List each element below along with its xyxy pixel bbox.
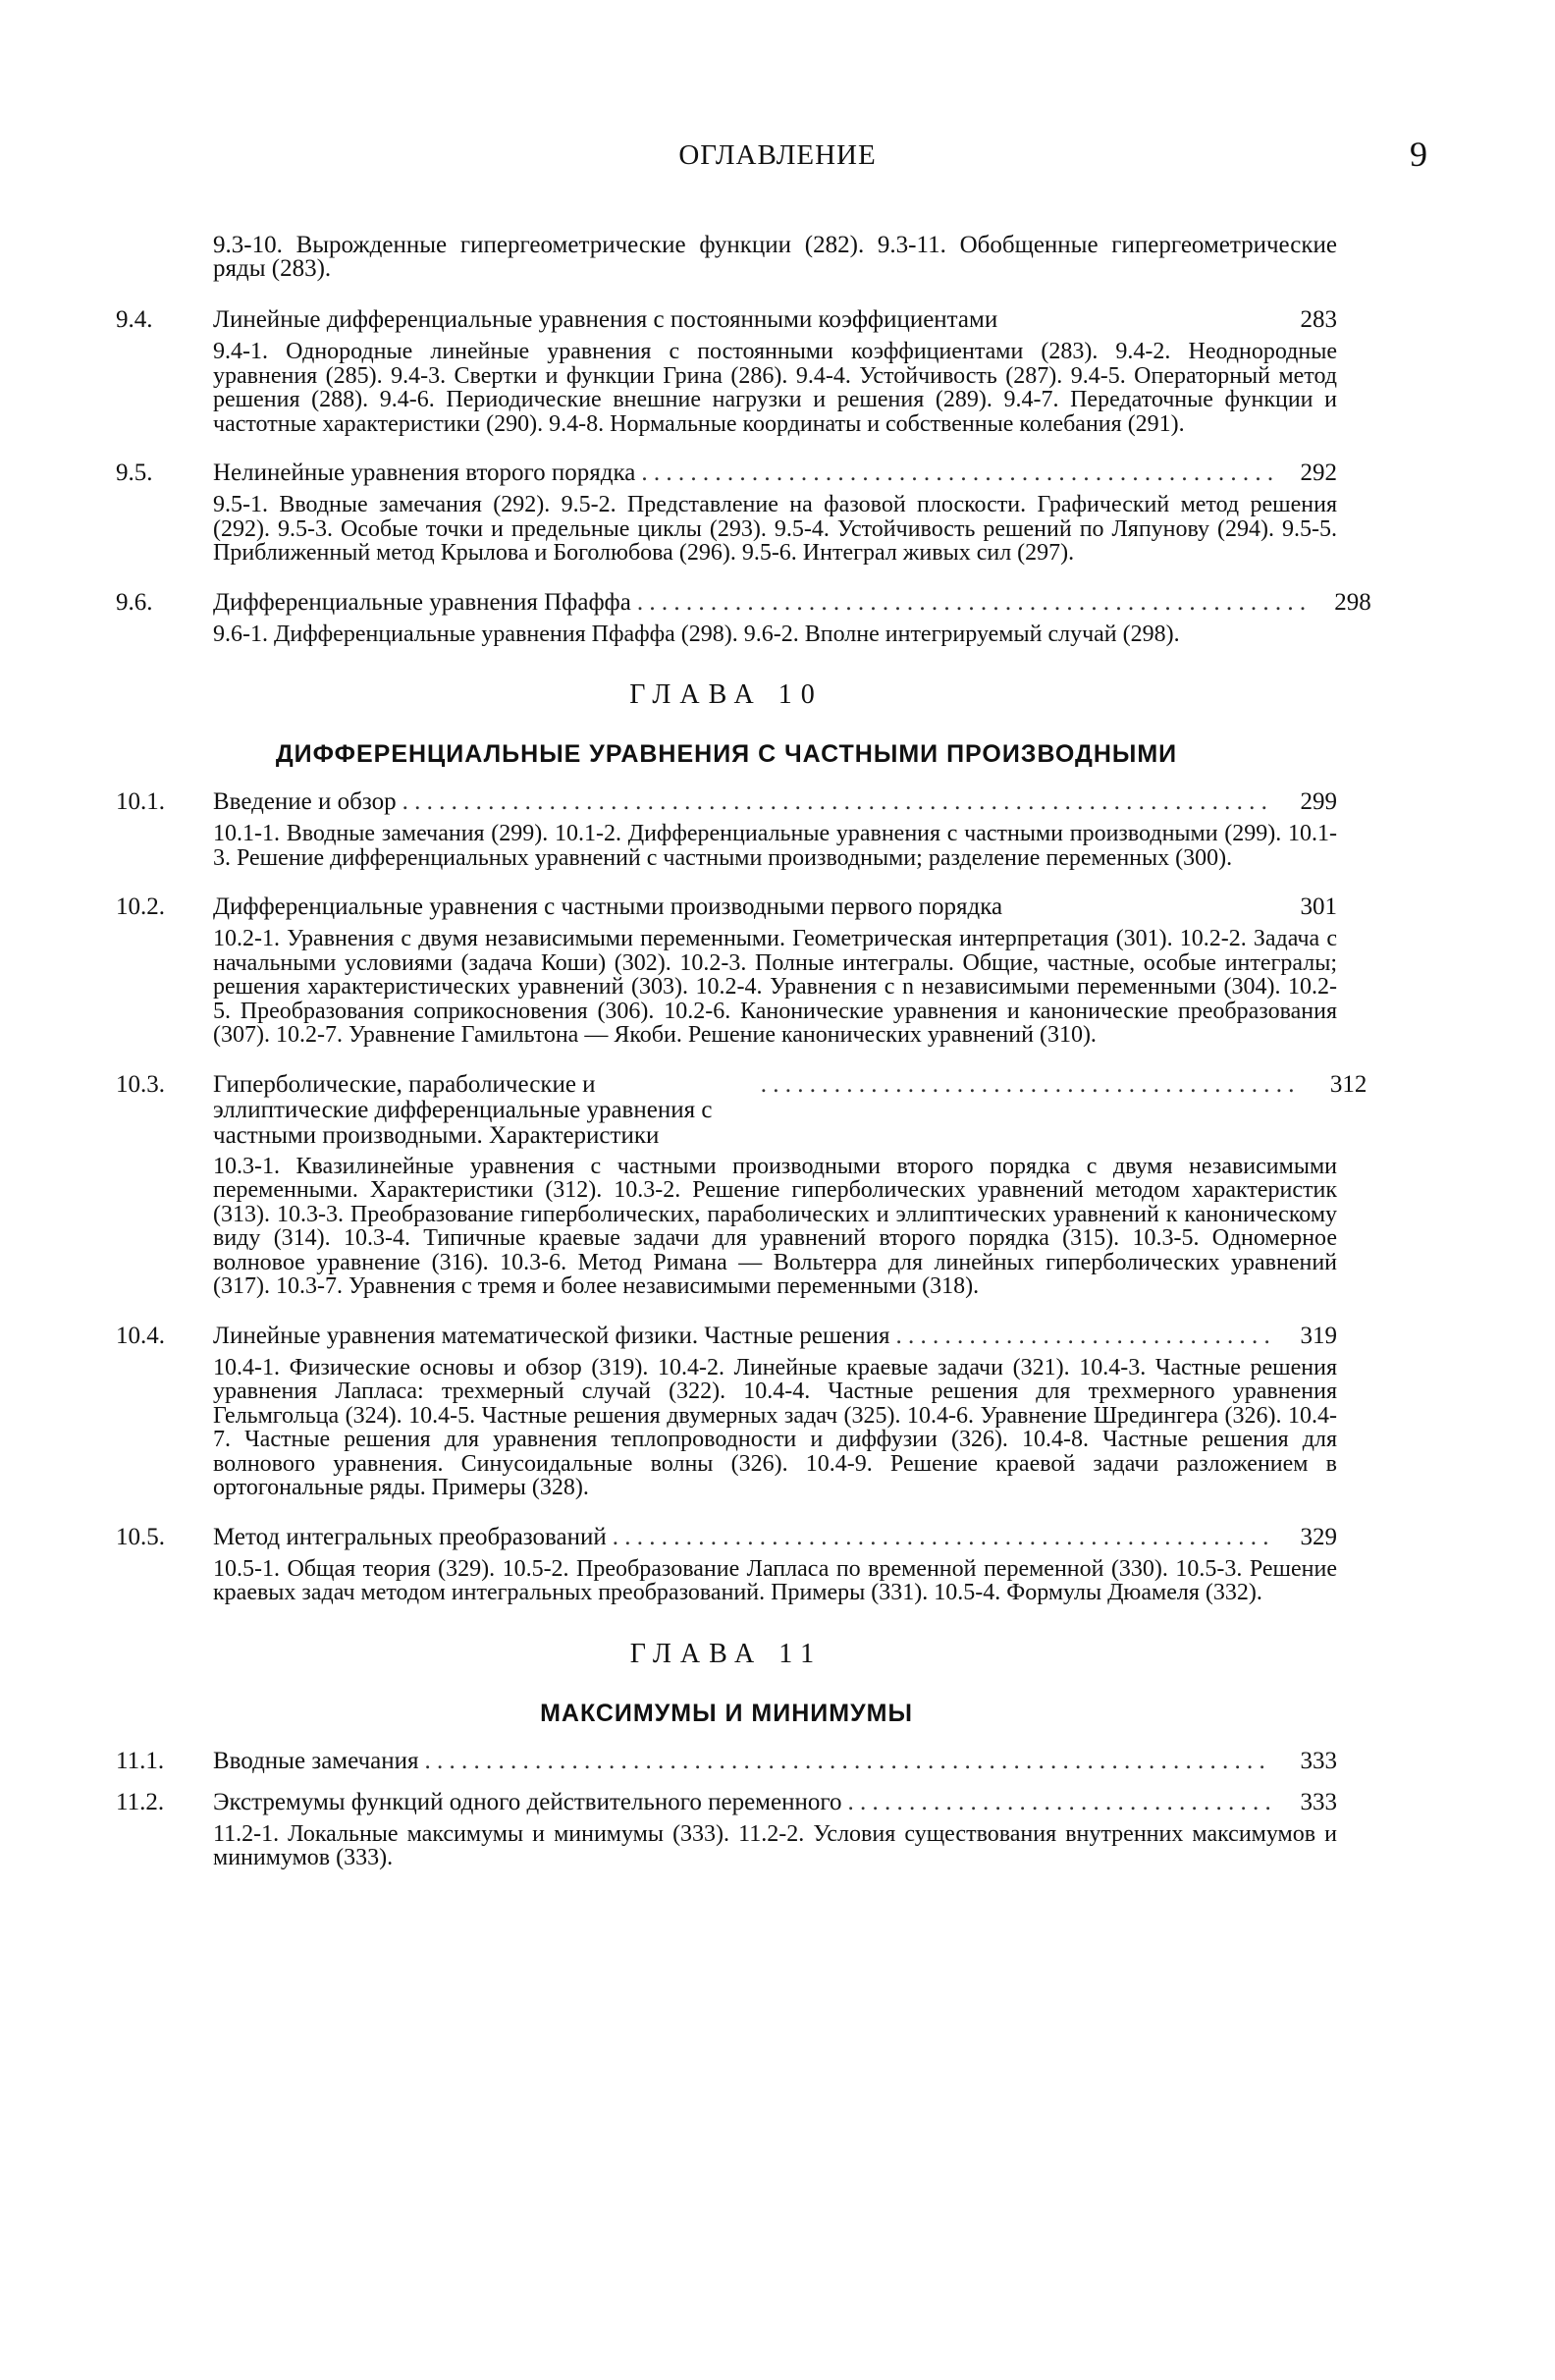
section-number: 10.3. bbox=[116, 1070, 165, 1098]
entry-body bbox=[213, 1790, 1278, 1815]
toc-entry[interactable] bbox=[116, 1323, 1337, 1350]
toc-entry[interactable] bbox=[116, 306, 1337, 334]
section-title[interactable]: Введение и обзор bbox=[213, 788, 397, 815]
chapter-label: ГЛАВА 11 bbox=[629, 1638, 824, 1669]
running-title: ОГЛАВЛЕНИЕ bbox=[678, 139, 877, 171]
entry-body bbox=[213, 460, 1278, 486]
section-title[interactable]: Линейные уравнения математической физики. Частные решения bbox=[213, 1322, 890, 1349]
section-title[interactable]: Нелинейные уравнения второго порядка bbox=[213, 460, 636, 486]
page-ref[interactable]: 329 bbox=[1300, 1523, 1337, 1550]
section-title[interactable]: Метод интегральных преобразований bbox=[213, 1523, 607, 1550]
entry-body bbox=[213, 307, 1278, 333]
page-number: 9 bbox=[1410, 135, 1427, 174]
section-number: 9.4. bbox=[116, 306, 153, 333]
toc-entry[interactable] bbox=[116, 460, 1337, 487]
toc-entry[interactable] bbox=[116, 1748, 1337, 1775]
section-title[interactable]: Вводные замечания bbox=[213, 1747, 419, 1774]
toc-entry[interactable] bbox=[116, 1789, 1337, 1816]
entry-body bbox=[213, 1525, 1278, 1550]
entry-body bbox=[213, 590, 1313, 616]
chapter-heading bbox=[116, 679, 1337, 769]
section-title[interactable]: Линейные дифференциальные уравнения с постоянными коэффициентами bbox=[213, 306, 998, 333]
dot-leader bbox=[425, 1749, 1272, 1774]
subsection-list: 9.5-1. Вводные замечания (292). 9.5-2. Представление на фазовой плоскости. Графический метод решения (292). 9.5-3. Особые точки и предельные циклы (293). 9.5-4. Устойчивость решений по Ляпунову (294). 9.5-5. Приближенный метод Крылова и Боголюбова (296). 9.5-6. Интеграл живых сил (297). bbox=[213, 492, 1337, 566]
subsection-list: 11.2-1. Локальные максимумы и минимумы (333). 11.2-2. Условия существования внутренних максимумов и минимумов (333). bbox=[213, 1820, 1337, 1870]
section-title[interactable]: Дифференциальные уравнения с частными производными первого порядка bbox=[213, 893, 1003, 920]
entry-body bbox=[213, 789, 1278, 815]
subsection-list: 10.1-1. Вводные замечания (299). 10.1-2. Дифференциальные уравнения с частными производными (299). 10.1-3. Решение дифференциальных уравнений с частными производными; разделение переменных (300). bbox=[213, 821, 1337, 871]
dot-leader bbox=[895, 1324, 1272, 1349]
section-number: 11.1. bbox=[116, 1747, 165, 1774]
section-number: 10.2. bbox=[116, 893, 165, 920]
dot-leader bbox=[613, 1525, 1272, 1550]
section-number: 9.6. bbox=[116, 588, 153, 616]
chapter-title: ДИФФЕРЕНЦИАЛЬНЫЕ УРАВНЕНИЯ С ЧАСТНЫМИ ПРОИЗВОДНЫМИ bbox=[275, 740, 1178, 768]
subsection-list: 9.4-1. Однородные линейные уравнения с постоянными коэффициентами (283). 9.4-2. Неоднородные уравнения (285). 9.4-3. Свертки и функции Грина (286). 9.4-4. Устойчивость (287). 9.4-5. Операторный метод решения (288). 9.4-6. Периодические внешние нагрузки и решения (289). 9.4-7. Передаточные функции и частотные характеристики (290). 9.4-8. Нормальные координаты и собственные колебания (291). bbox=[213, 339, 1337, 437]
dot-leader bbox=[761, 1072, 1303, 1098]
page-ref[interactable]: 333 bbox=[1300, 1747, 1337, 1774]
continuation-text: 9.3-10. Вырожденные гипергеометрические функции (282). 9.3-11. Обобщенные гипергеометрические ряды (283). bbox=[213, 232, 1337, 282]
subsection-list: 9.6-1. Дифференциальные уравнения Пфаффа (298). 9.6-2. Вполне интегрируемый случай (298). bbox=[213, 621, 1180, 647]
subsection-list: 10.5-1. Общая теория (329). 10.5-2. Преобразование Лапласа по временной переменной (330). 10.5-3. Решение краевых задач методом интегральных преобразований. Примеры (331). 10.5-4. Формулы Дюамеля (332). bbox=[213, 1555, 1337, 1605]
section-number: 9.5. bbox=[116, 460, 153, 486]
dot-leader bbox=[848, 1790, 1273, 1815]
subsection-list: 10.2-1. Уравнения с двумя независимыми переменными. Геометрическая интерпретация (301). 10.2-2. Задача с начальными условиями (задача Коши) (302). 10.2-3. Полные интегралы. Общие, частные, особые интегралы; решения характеристических уравнений (303). 10.2-4. Уравнения с n независимыми переменными (304). 10.2-5. Преобразования соприкосновения (306). 10.2-6. Канонические уравнения и канонические преобразования (307). 10.2-7. Уравнение Гамильтона — Якоби. Решение канонических уравнений (310). bbox=[213, 926, 1337, 1048]
toc-entry[interactable] bbox=[116, 788, 1337, 816]
section-number: 10.1. bbox=[116, 788, 165, 815]
section-title[interactable]: Дифференциальные уравнения Пфаффа bbox=[213, 588, 631, 616]
section-number: 11.2. bbox=[116, 1788, 165, 1815]
chapter-title: МАКСИМУМЫ И МИНИМУМЫ bbox=[540, 1699, 913, 1727]
page-ref[interactable]: 292 bbox=[1300, 460, 1337, 486]
table-of-contents bbox=[116, 232, 1371, 1894]
page-ref[interactable]: 312 bbox=[1329, 1070, 1367, 1098]
dot-leader bbox=[402, 789, 1272, 815]
page-ref[interactable]: 319 bbox=[1300, 1322, 1337, 1349]
entry-body bbox=[213, 1072, 1308, 1149]
entry-body bbox=[213, 894, 1278, 920]
section-number: 10.4. bbox=[116, 1322, 165, 1349]
section-number: 10.5. bbox=[116, 1523, 165, 1550]
page-ref[interactable]: 298 bbox=[1334, 588, 1371, 616]
chapter-label: ГЛАВА 10 bbox=[629, 679, 824, 710]
page-ref[interactable]: 333 bbox=[1300, 1788, 1337, 1815]
subsection-list: 10.4-1. Физические основы и обзор (319). 10.4-2. Линейные краевые задачи (321). 10.4-3. Частные решения уравнения Лапласа: трехмерный случай (322). 10.4-4. Частные решения для трехмерного уравнения Гельмгольца (324). 10.4-5. Частные решения двумерных задач (325). 10.4-6. Уравнение Шредингера (326). 10.4-7. Частные решения для уравнения теплопроводности и диффузии (326). 10.4-8. Частные решения для волнового уравнения. Синусоидальные волны (326). 10.4-9. Решение краевой задачи разложением в ортогональные ряды. Примеры (328). bbox=[213, 1354, 1337, 1500]
dot-leader bbox=[637, 590, 1307, 616]
toc-entry[interactable] bbox=[116, 588, 1371, 617]
subsection-list: 10.3-1. Квазилинейные уравнения с частными производными второго порядка с двумя независимыми переменными. Характеристики (312). 10.3-2. Решение гиперболических уравнений методом характеристик (313). 10.3-3. Преобразование гиперболических, параболических и эллиптических уравнений к каноническому виду (314). 10.3-4. Типичные краевые задачи для уравнений второго порядка (315). 10.3-5. Одномерное волновое уравнение (316). 10.3-6. Метод Римана — Вольтерра для линейных гиперболических уравнений (317). 10.3-7. Уравнения с тремя и более независимыми переменными (318). bbox=[213, 1153, 1337, 1299]
page-ref[interactable]: 283 bbox=[1300, 306, 1337, 333]
section-title[interactable]: Гиперболические, параболические и эллиптические дифференциальные уравнения с частными производными. Характеристики bbox=[213, 1070, 713, 1149]
page-header bbox=[0, 134, 1555, 192]
entry-body bbox=[213, 1324, 1278, 1349]
toc-entry[interactable] bbox=[116, 1524, 1337, 1551]
entry-body bbox=[213, 1749, 1278, 1774]
toc-entry[interactable] bbox=[116, 893, 1337, 921]
section-title[interactable]: Экстремумы функций одного действительного переменного bbox=[213, 1788, 842, 1815]
page-ref[interactable]: 301 bbox=[1300, 893, 1337, 920]
dot-leader bbox=[641, 460, 1272, 486]
toc-entry[interactable] bbox=[116, 1070, 1367, 1149]
page-ref[interactable]: 299 bbox=[1300, 788, 1337, 815]
chapter-heading bbox=[116, 1639, 1337, 1728]
